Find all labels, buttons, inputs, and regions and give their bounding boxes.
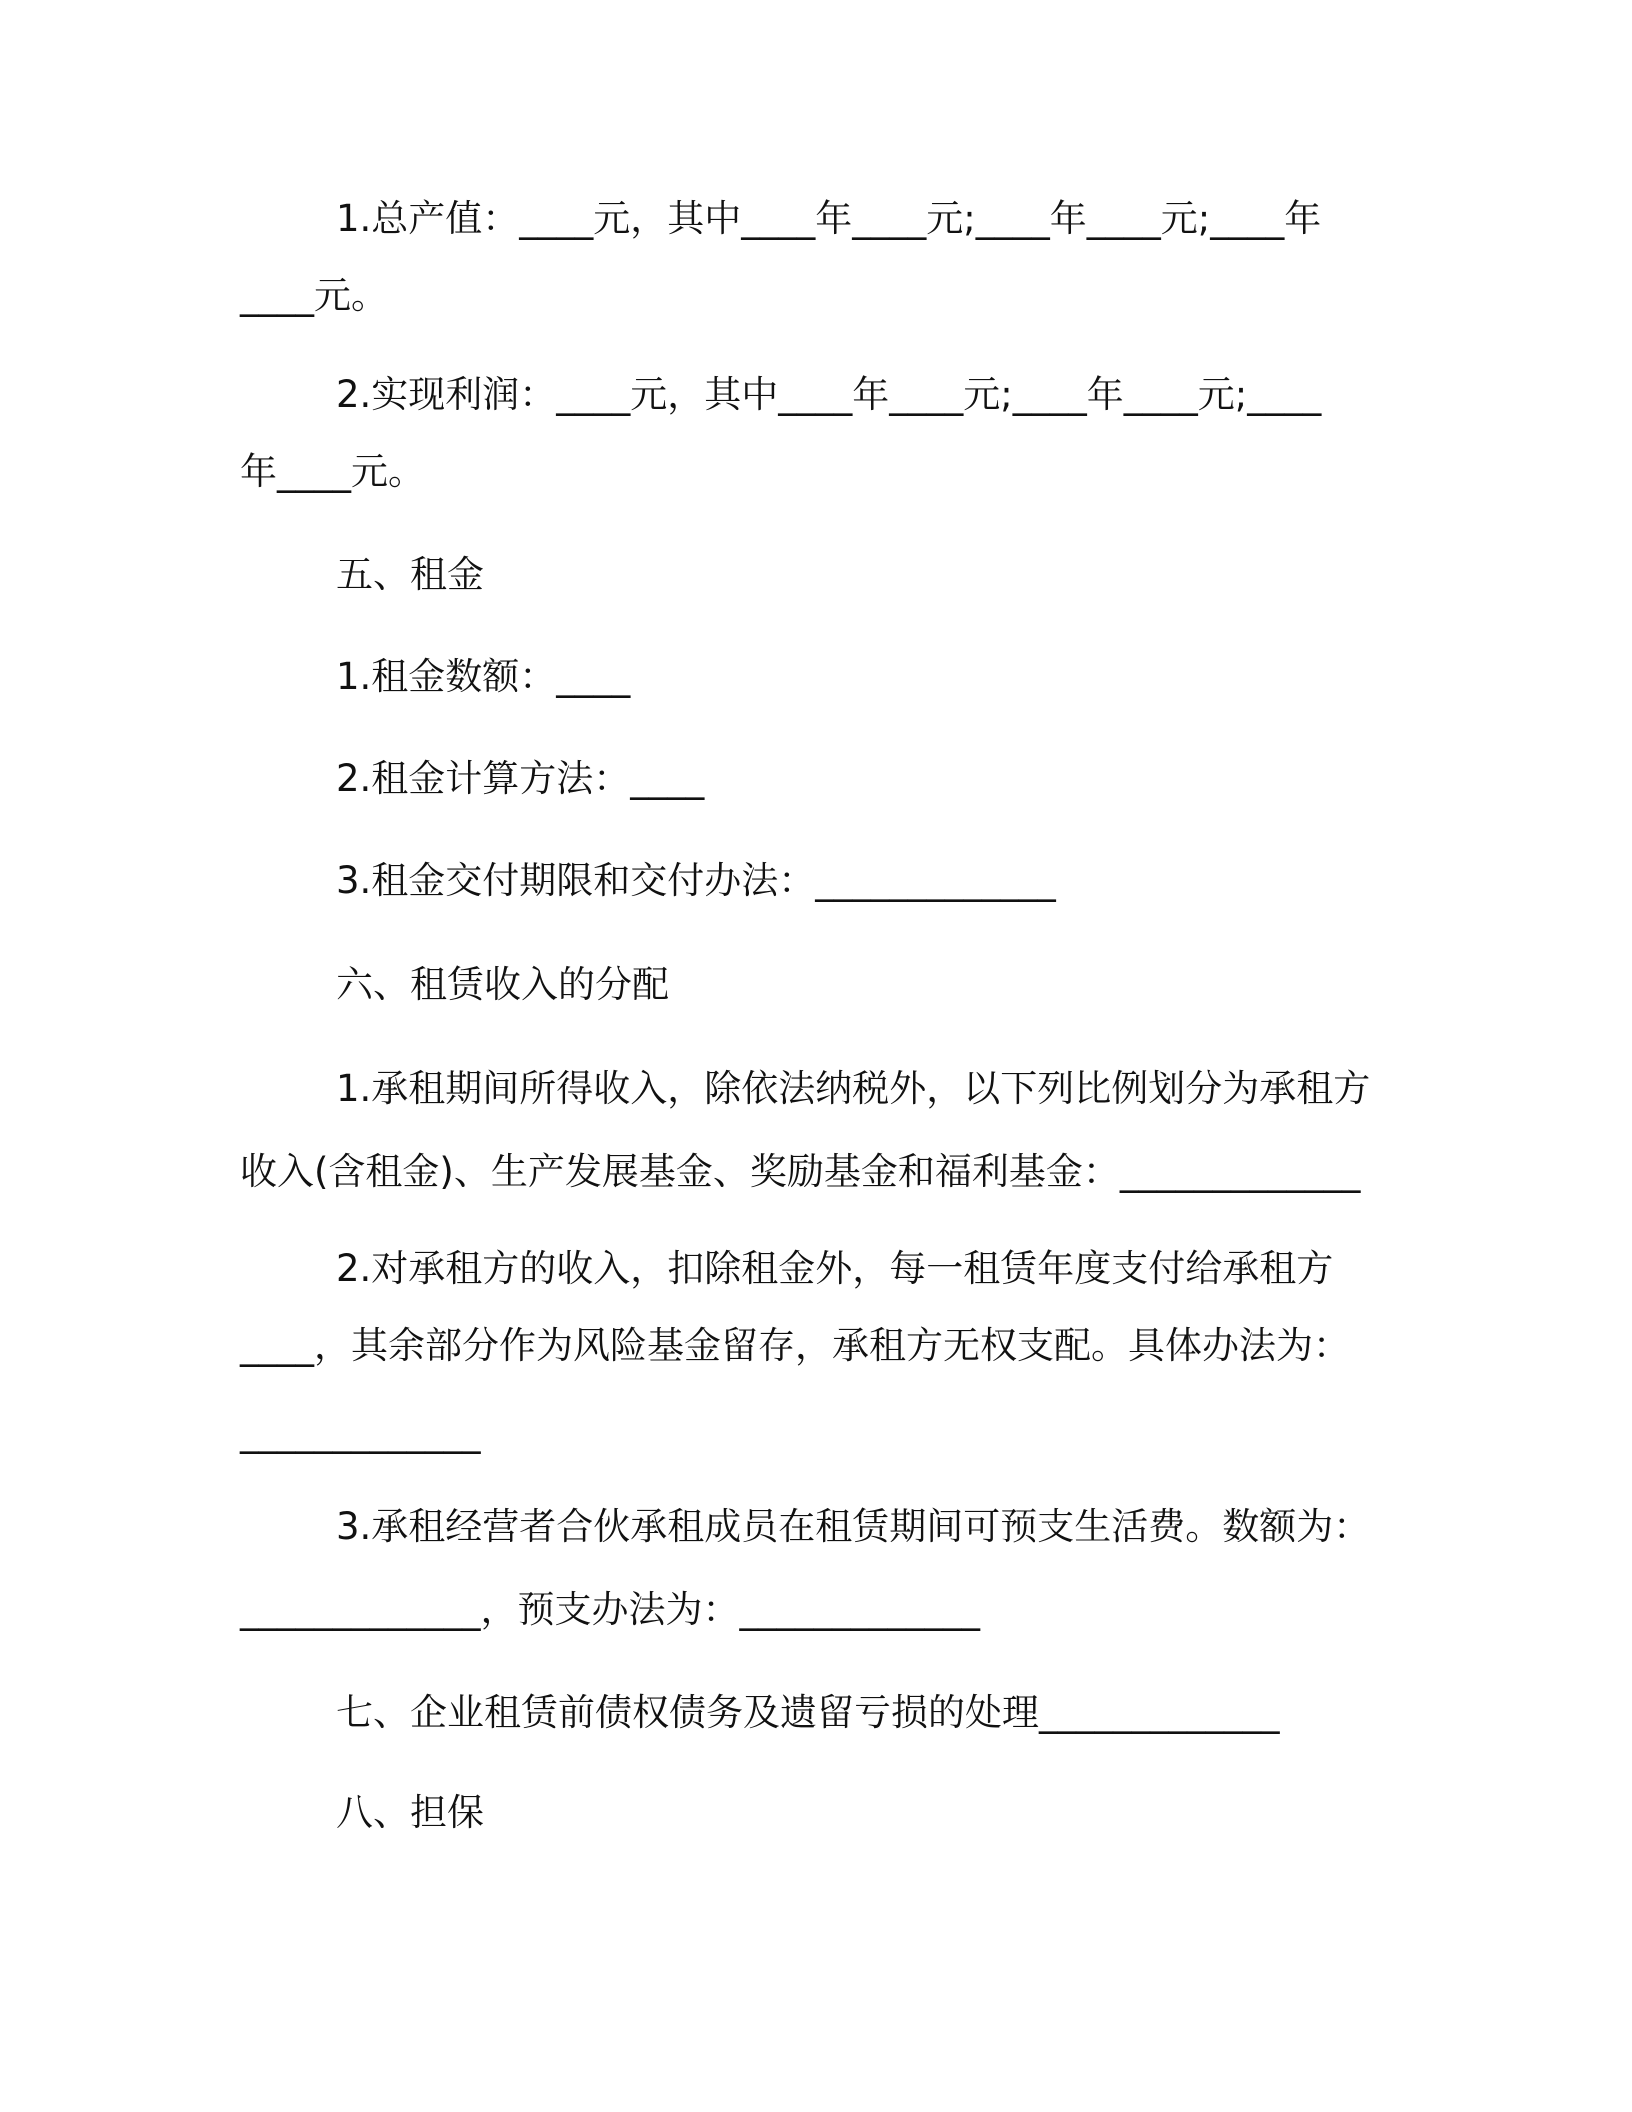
text-line: 八、担保 [336,1791,484,1834]
text-line: 五、租金 [336,553,484,596]
text-line: ____，其余部分作为风险基金留存，承租方无权支配。具体办法为： [240,1324,1350,1367]
paragraph-rent-amount [240,655,1370,698]
text-line: _____________，预支办法为：_____________ [240,1588,980,1631]
text-line: 3.租金交付期限和交付办法：_____________ [336,859,1056,902]
text-line: 收入(含租金)、生产发展基金、奖励基金和福利基金：_____________ [240,1150,1361,1193]
text-line: 2.实现利润：____元，其中____年____元;____年____元;____ [336,373,1322,416]
text-line: 2.对承租方的收入，扣除租金外，每一租赁年度支付给承租方 [336,1247,1334,1290]
text-line: 六、租赁收入的分配 [336,963,669,1006]
section-heading-guarantee [240,1791,1370,1834]
paragraph-rent-payment [240,859,1370,902]
paragraph-lessee-income [240,1247,1370,1454]
paragraph-rent-method [240,757,1370,800]
text-line: 2.租金计算方法：____ [336,757,705,800]
paragraph-total-output [240,197,1370,317]
text-line: 1.总产值：____元，其中____年____元;____年____元;____年 [336,197,1322,240]
text-line: 七、企业租赁前债权债务及遗留亏损的处理_____________ [336,1691,1280,1734]
paragraph-income-split [240,1067,1371,1193]
paragraph-living-expenses [240,1505,1371,1631]
section-heading-distribution [240,963,1370,1006]
text-line: 3.承租经营者合伙承租成员在租赁期间可预支生活费。数额为： [336,1505,1371,1548]
text-line: 1.承租期间所得收入，除依法纳税外，以下列比例划分为承租方 [336,1067,1371,1110]
text-line: 年____元。 [240,450,425,493]
text-line: 1.租金数额：____ [336,655,631,698]
section-heading-rent [240,553,1370,596]
text-line: ____元。 [240,274,388,317]
text-line: _____________ [240,1411,481,1454]
section-heading-debts [240,1691,1370,1734]
paragraph-profit [240,373,1370,493]
